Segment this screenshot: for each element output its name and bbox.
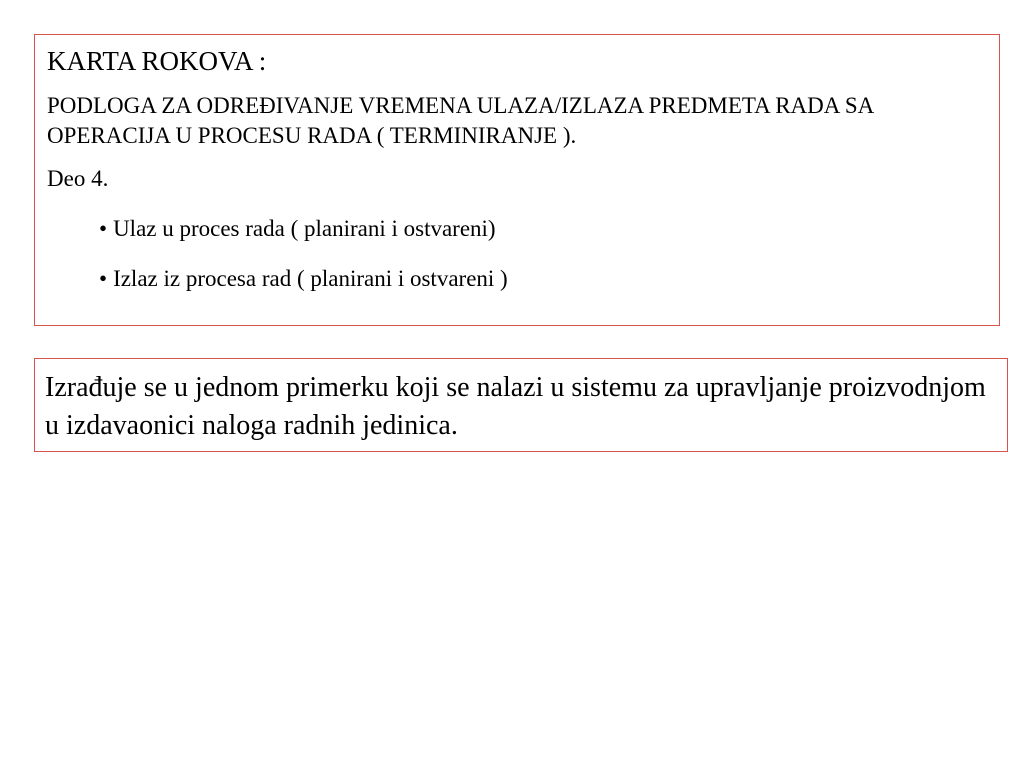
bullet-item-output (99, 265, 987, 293)
definition-box (34, 34, 1000, 326)
bullet-dot-icon: • (99, 216, 108, 241)
card-subtitle: PODLOGA ZA ODREĐIVANJE VREMENA ULAZA/IZLAZA PREDMETA RADA SA OPERACIJA U PROCESU RADA ( TERMINIRANJE ). (47, 93, 873, 148)
part-label: Deo 4. (47, 166, 109, 191)
bullet-list (47, 215, 987, 293)
bullet-text: Ulaz u proces rada ( planirani i ostvareni) (113, 216, 496, 241)
card-title: KARTA ROKOVA : (47, 46, 267, 76)
note-box (34, 358, 1008, 452)
note-text: Izrađuje se u jednom primerku koji se nalazi u sistemu za upravljanje proizvodnjom u izdavaonici naloga radnih jedinica. (45, 372, 986, 441)
bullet-dot-icon: • (99, 266, 108, 291)
bullet-text: Izlaz iz procesa rad ( planirani i ostvareni ) (113, 266, 508, 291)
bullet-item-input (99, 215, 987, 243)
